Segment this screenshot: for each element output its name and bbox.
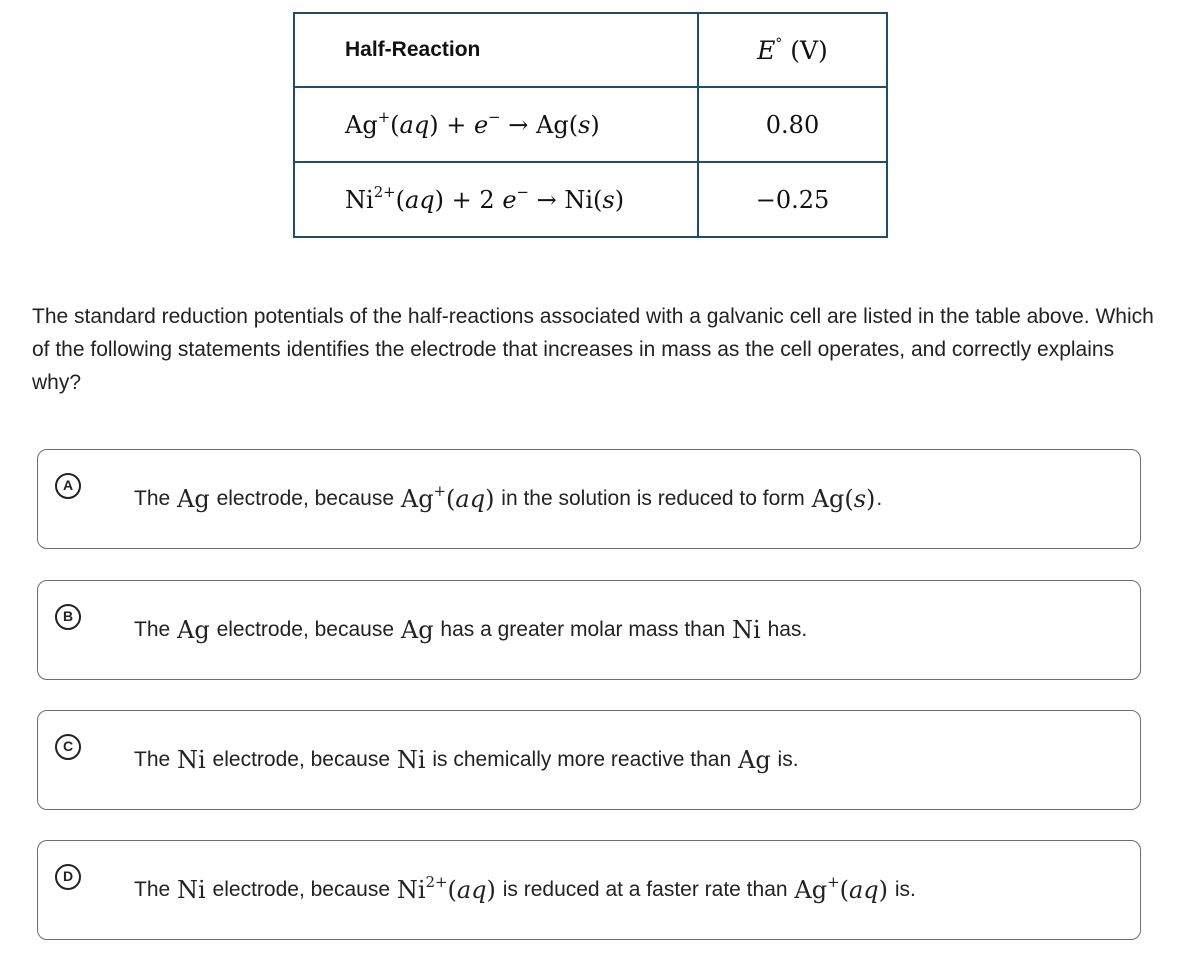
question-text: The standard reduction potentials of the half-reactions associated with a galvanic cell are listed in the table above. Which of the following statements identifies the electrode that increases in mass as the cell operates, and correctly explains why?: [32, 305, 1154, 394]
table-row: [294, 87, 887, 162]
choice-text: The Ni electrode, because Ni is chemically more reactive than Ag is.: [134, 746, 799, 774]
choice-d[interactable]: [37, 840, 1141, 940]
choice-c[interactable]: [37, 710, 1141, 810]
half-reaction-table: [293, 12, 888, 238]
table-row: [294, 162, 887, 237]
choice-letter-badge: B: [55, 604, 81, 630]
choice-b[interactable]: [37, 580, 1141, 680]
potential-silver: 0.80: [698, 87, 887, 162]
choice-letter-badge: C: [55, 734, 81, 760]
choice-text: The Ag electrode, because Ag+(aq) in the solution is reduced to form Ag(s) .: [134, 481, 883, 513]
table-header-potential: E° (V): [698, 13, 887, 87]
choice-text: The Ni electrode, because $Ni^{2+}(aq)$ is reduced at a faster rate than Ag+(aq) is.: [134, 872, 916, 904]
reaction-nickel: $Ni^{2+}(aq) + 2$ e− → Ni(s): [294, 162, 698, 237]
table-header-half-reaction: Half-Reaction: [294, 13, 698, 87]
table-header-row: [294, 13, 887, 87]
reaction-silver: Ag+(aq) + e− → Ag(s): [294, 87, 698, 162]
choice-letter-badge: A: [55, 473, 81, 499]
choice-a[interactable]: [37, 449, 1141, 549]
choice-text: The Ag electrode, because Ag has a greater molar mass than Ni has.: [134, 616, 808, 644]
potential-nickel: −0.25: [698, 162, 887, 237]
choice-letter-badge: D: [55, 864, 81, 890]
